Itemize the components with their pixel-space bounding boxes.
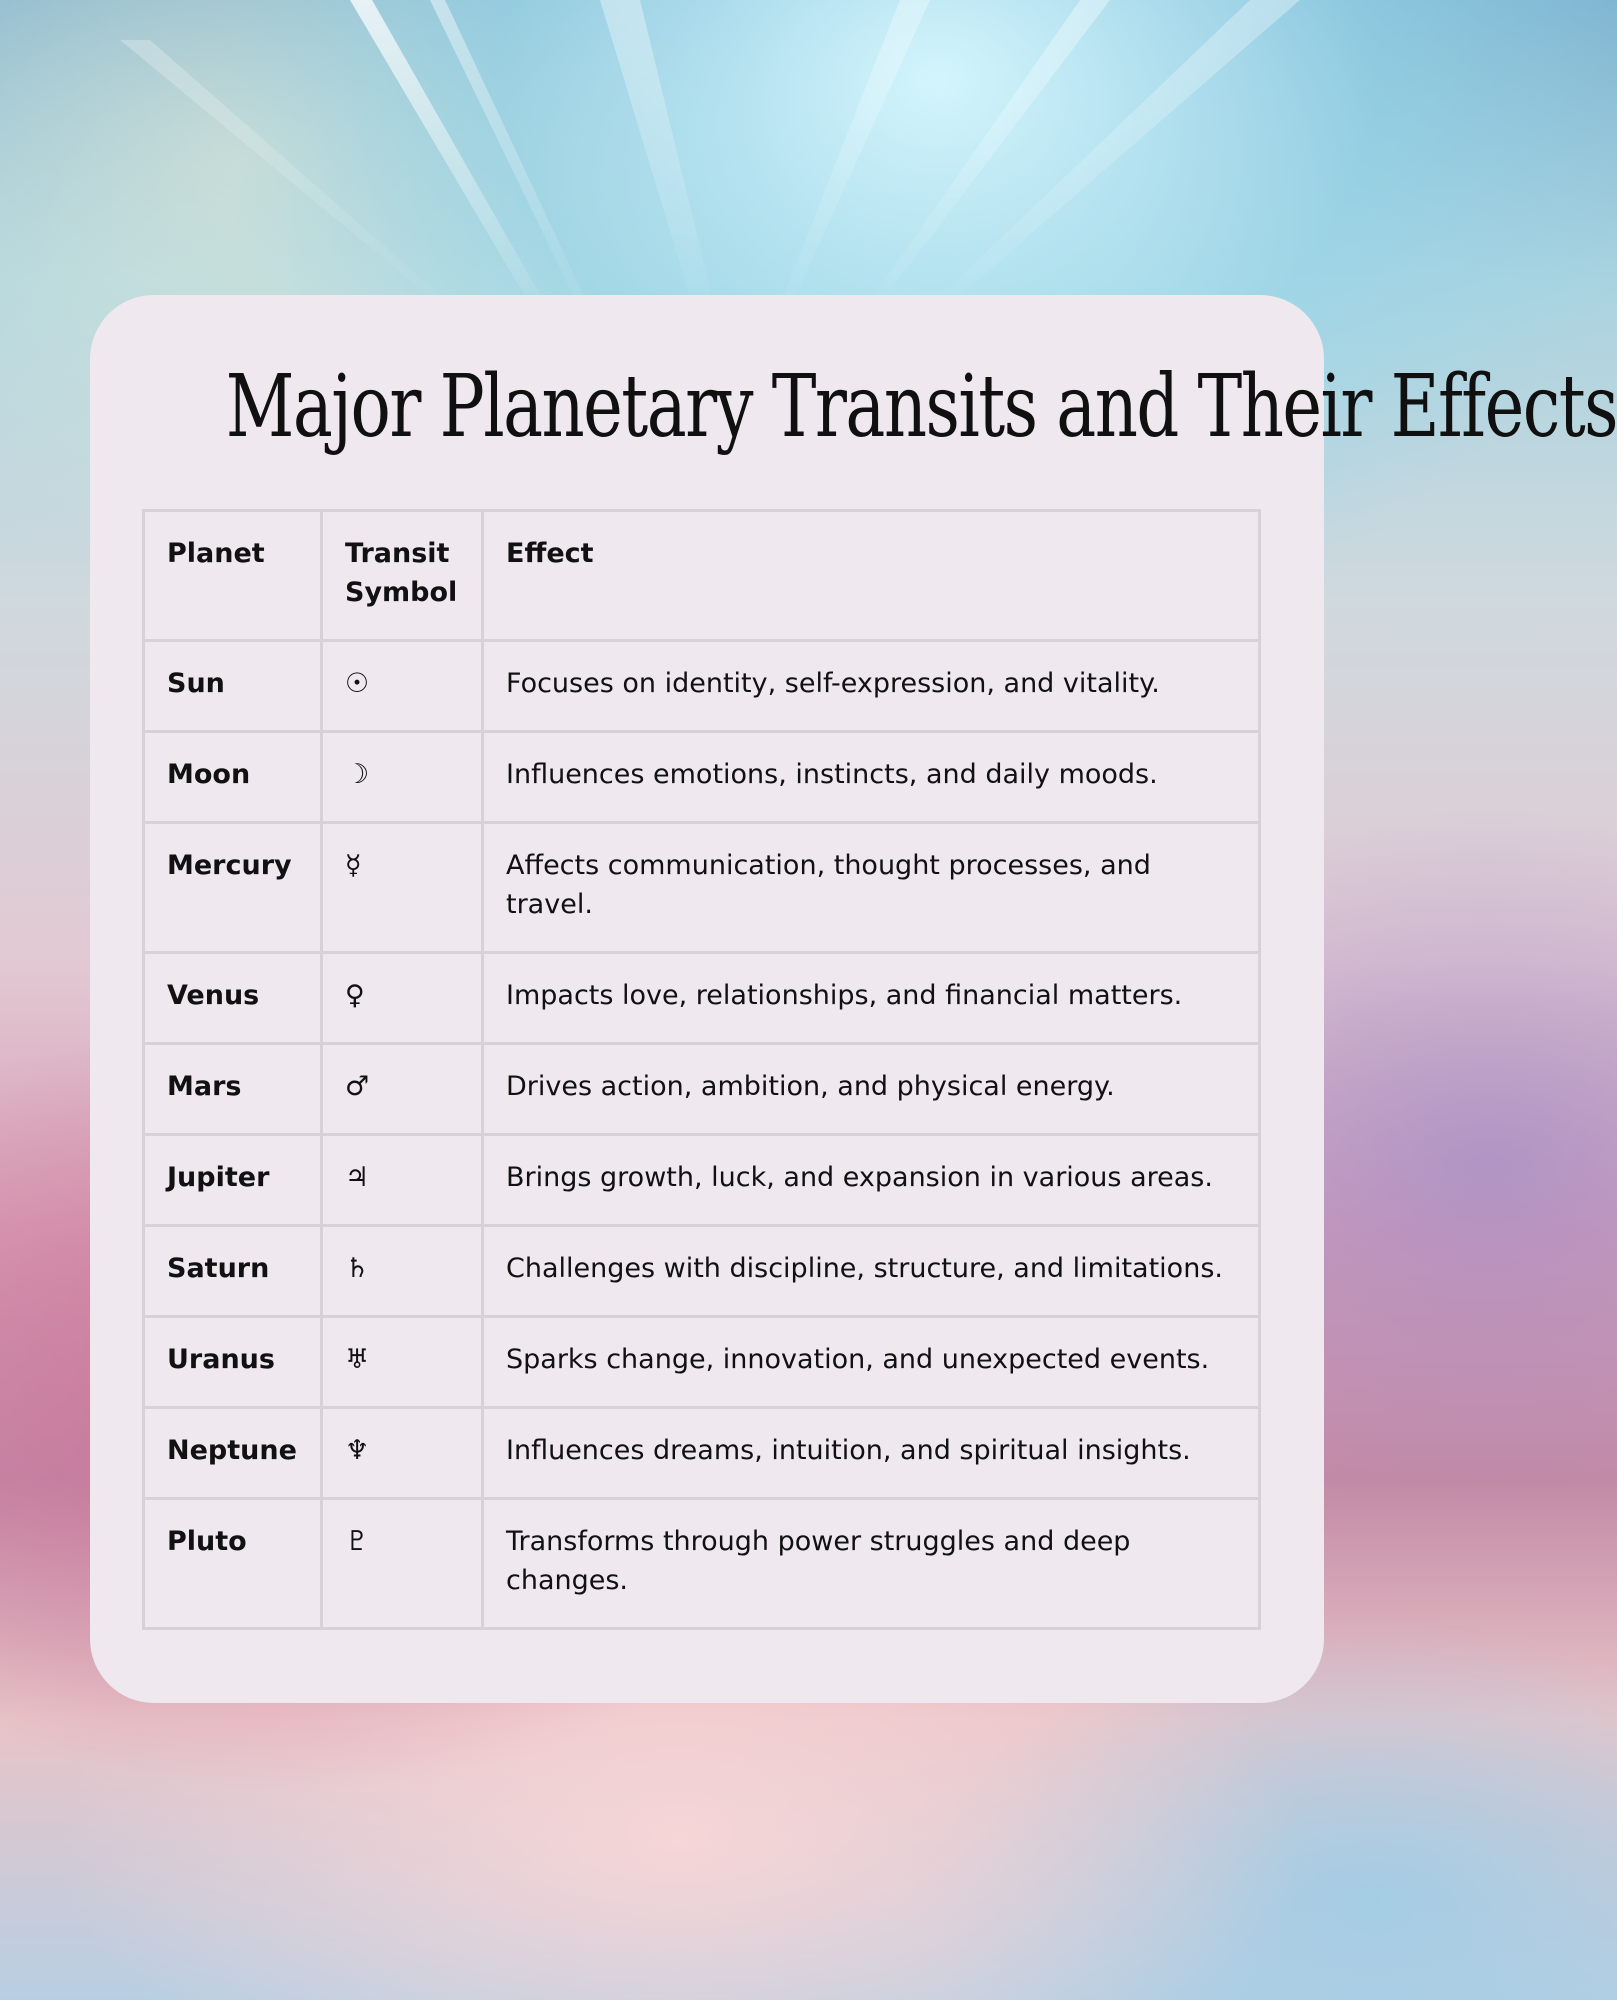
header-effect: Effect [483,511,1260,641]
effect-text: Sparks change, innovation, and unexpected events. [483,1317,1260,1408]
table-row [144,1044,1260,1135]
planet-name: Neptune [144,1408,322,1499]
table-row [144,641,1260,732]
table-row [144,1499,1260,1629]
table-header-row [144,511,1260,641]
planet-name: Uranus [144,1317,322,1408]
table-row [144,1135,1260,1226]
saturn-symbol-icon: ♄ [322,1226,483,1317]
planet-name: Pluto [144,1499,322,1629]
table-row [144,1317,1260,1408]
effect-text: Focuses on identity, self-expression, and vitality. [483,641,1260,732]
header-transit-symbol: Transit Symbol [322,511,483,641]
effect-text: Challenges with discipline, structure, and limitations. [483,1226,1260,1317]
page-title: Major Planetary Transits and Their Effects [225,357,1617,457]
transits-table [142,509,1261,1630]
table-row [144,732,1260,823]
uranus-symbol-icon: ♅ [322,1317,483,1408]
table-row [144,1226,1260,1317]
effect-text: Affects communication, thought processes, and travel. [483,823,1260,953]
planet-name: Moon [144,732,322,823]
venus-symbol-icon: ♀ [322,953,483,1044]
header-planet: Planet [144,511,322,641]
effect-text: Drives action, ambition, and physical energy. [483,1044,1260,1135]
effect-text: Transforms through power struggles and deep changes. [483,1499,1260,1629]
neptune-symbol-icon: ♆ [322,1408,483,1499]
effect-text: Brings growth, luck, and expansion in various areas. [483,1135,1260,1226]
content-card [90,295,1617,1703]
effect-text: Influences dreams, intuition, and spiritual insights. [483,1408,1260,1499]
planet-name: Sun [144,641,322,732]
table-row [144,823,1260,953]
pluto-symbol-icon: ♇ [322,1499,483,1629]
mars-symbol-icon: ♂ [322,1044,483,1135]
effect-text: Influences emotions, instincts, and daily moods. [483,732,1260,823]
table-row [144,1408,1260,1499]
planet-name: Mars [144,1044,322,1135]
effect-text: Impacts love, relationships, and financial matters. [483,953,1260,1044]
planet-name: Mercury [144,823,322,953]
mercury-symbol-icon: ☿ [322,823,483,953]
planet-name: Saturn [144,1226,322,1317]
planet-name: Jupiter [144,1135,322,1226]
table-row [144,953,1260,1044]
jupiter-symbol-icon: ♃ [322,1135,483,1226]
sun-symbol-icon: ☉ [322,641,483,732]
moon-symbol-icon: ☽ [322,732,483,823]
planet-name: Venus [144,953,322,1044]
